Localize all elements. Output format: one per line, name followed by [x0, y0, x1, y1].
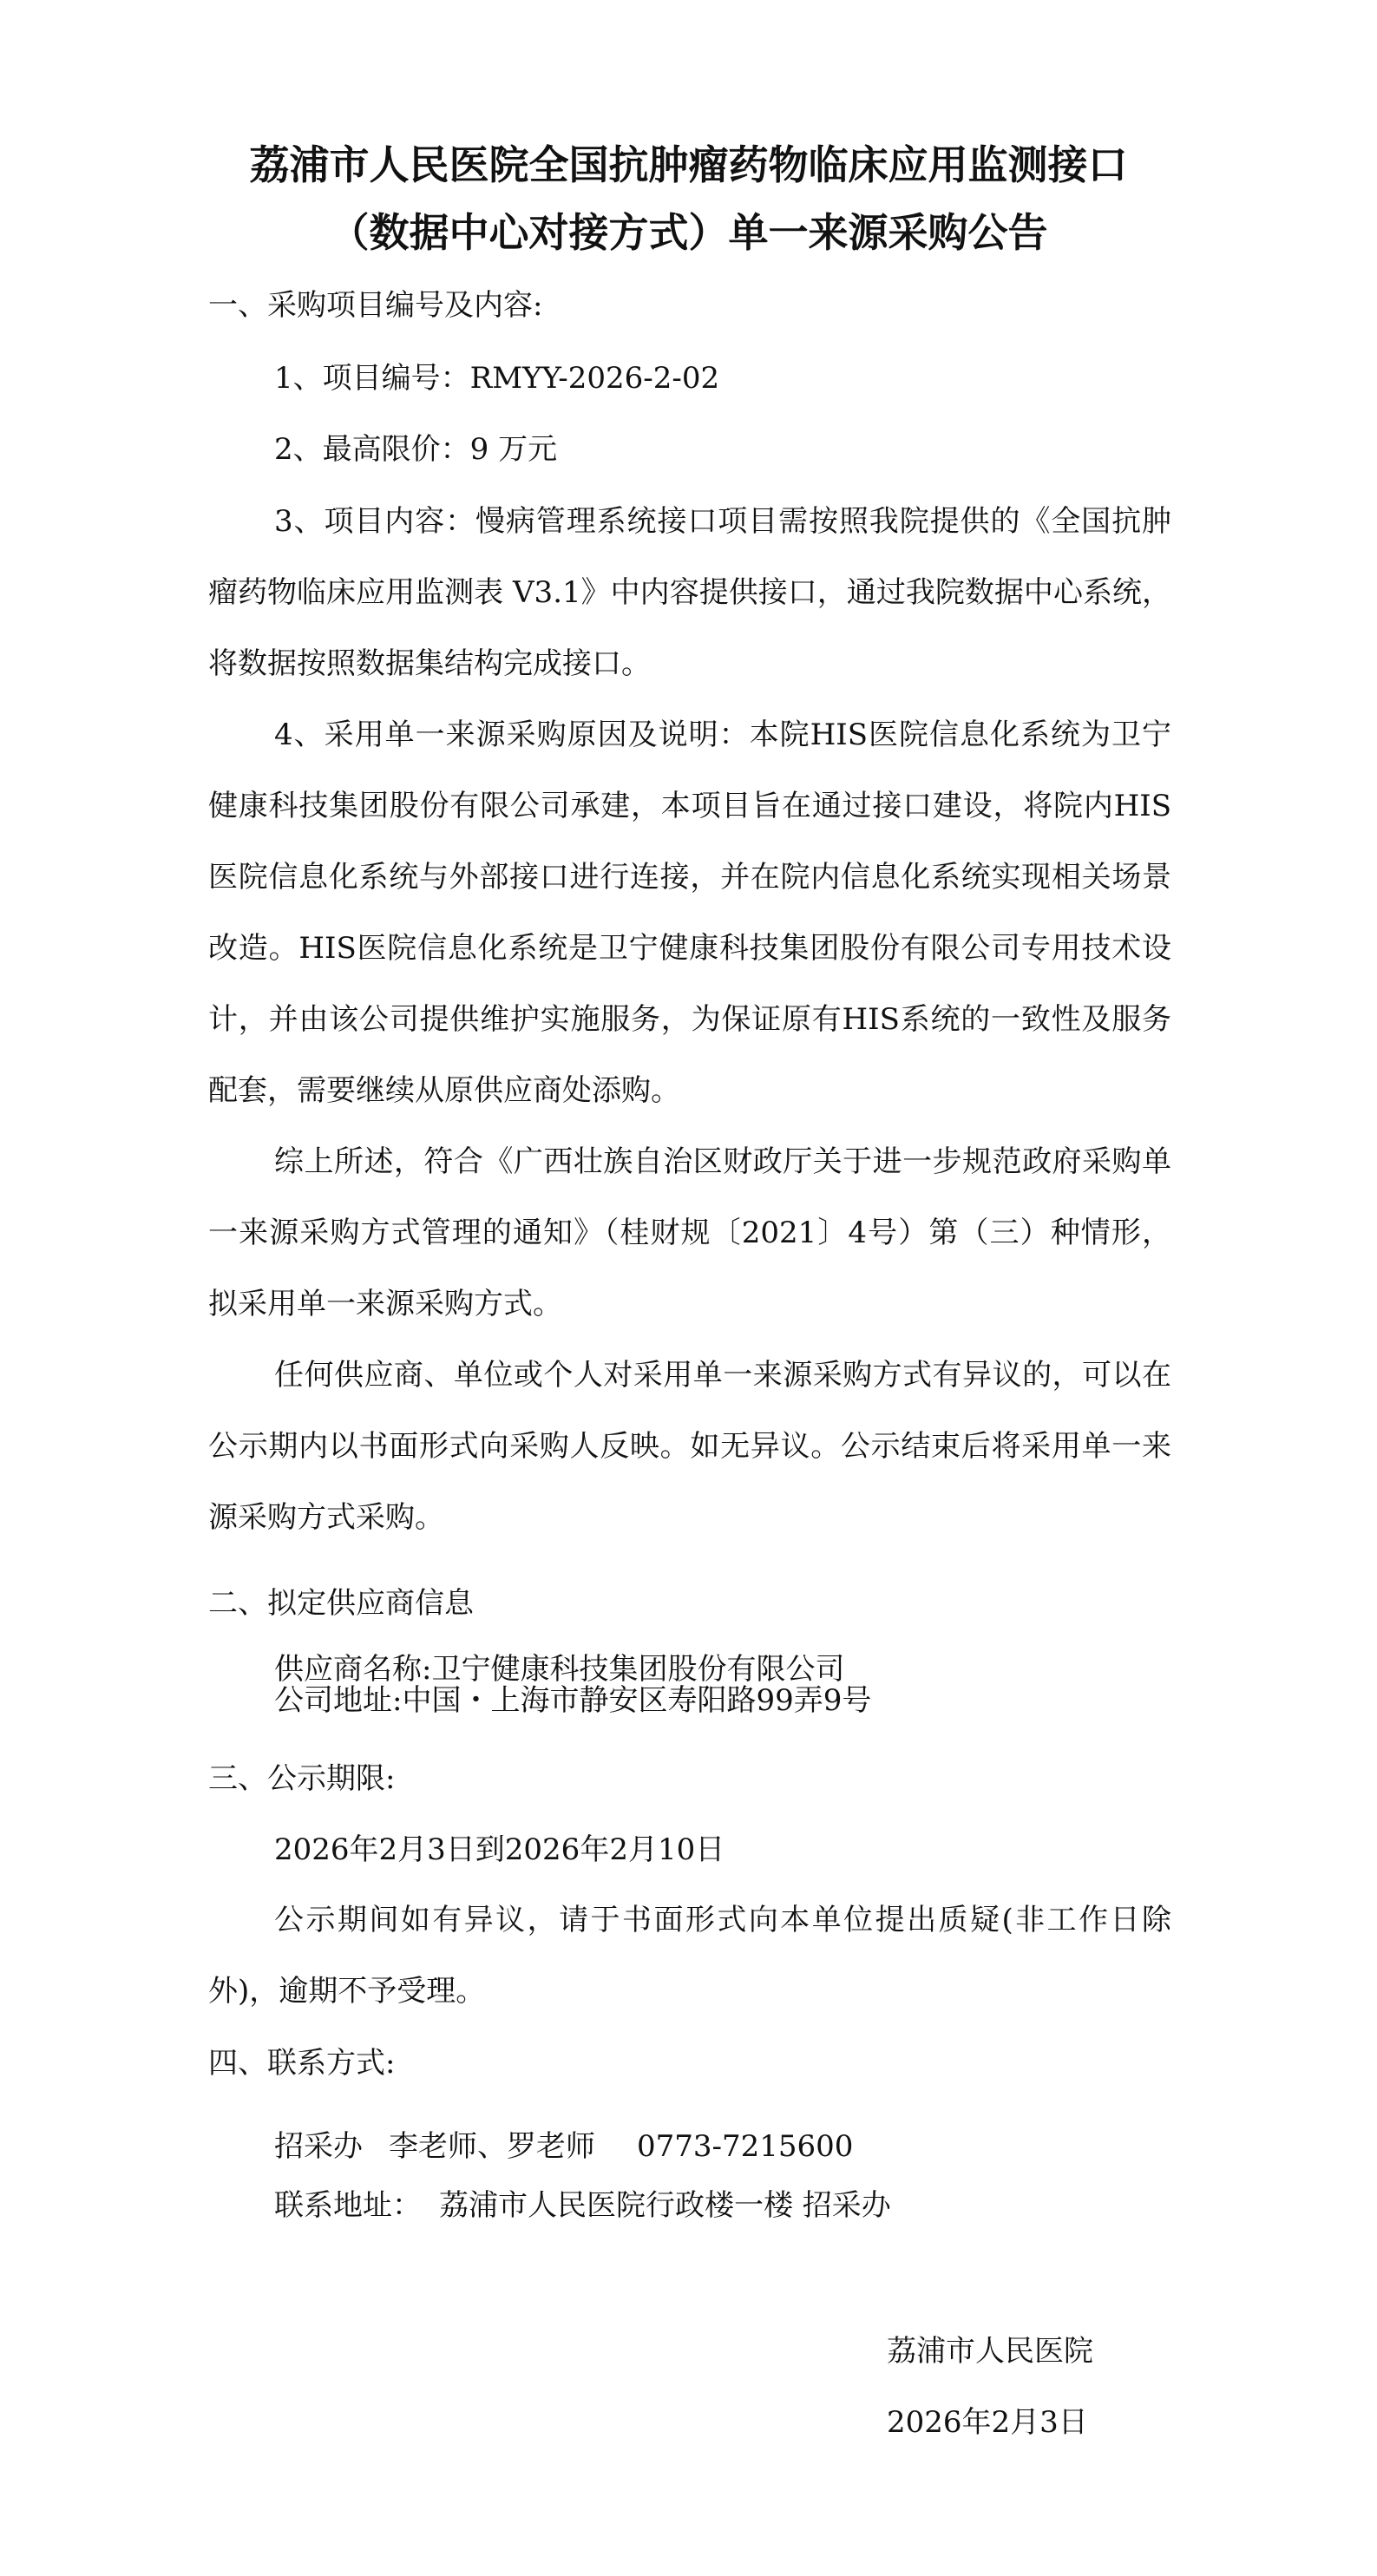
signature-date: 2026年2月3日	[887, 2405, 1088, 2440]
signature-org: 荔浦市人民医院	[887, 2334, 1093, 2369]
project-content: 3、项目内容：慢病管理系统接口项目需按照我院提供的《全国抗肿瘤药物临床应用监测表 V3.1》中内容提供接口，通过我院数据中心系统，将数据按照数据集结构完成接口。	[208, 504, 1171, 681]
single-source-reason: 4、采用单一来源采购原因及说明：本院HIS医院信息化系统为卫宁健康科技集团股份有限公司承建，本项目旨在通过接口建设，将院内HIS医院信息化系统与外部接口进行连接，并在院内信息化系统实现相关场景改造。HIS医院信息化系统是卫宁健康科技集团股份有限公司专用技术设计，并由该公司提供维护实施服务，为保证原有HIS系统的一致性及服务配套，需要继续从原供应商处添购。	[208, 718, 1171, 1108]
section-3-heading: 三、公示期限:	[208, 1761, 396, 1796]
supplier-name: 供应商名称:卫宁健康科技集团股份有限公司	[274, 1652, 845, 1687]
summary-paragraph: 综上所述，符合《广西壮族自治区财政厅关于进一步规范政府采购单一来源采购方式管理的通知》（桂财规〔2021〕4号）第（三）种情形，拟采用单一来源采购方式。	[208, 1144, 1171, 1321]
project-number: 1、项目编号：RMYY-2026-2-02	[274, 361, 720, 396]
contact-address-label: 联系地址：	[274, 2188, 422, 2223]
supplier-address: 公司地址:中国・上海市静安区寿阳路99弄9号	[274, 1683, 872, 1718]
section-4-heading: 四、联系方式:	[208, 2046, 396, 2081]
contact-phone: 0773-7215600	[637, 2129, 854, 2164]
publicity-note: 公示期间如有异议，请于书面形式向本单位提出质疑(非工作日除外)，逾期不予受理。	[208, 1903, 1171, 2009]
document-title-line-2: （数据中心对接方式）单一来源采购公告	[329, 209, 1048, 256]
contact-line	[274, 2127, 853, 2166]
contact-office: 招采办	[274, 2129, 363, 2164]
contact-address-line	[274, 2186, 891, 2225]
document-title-line-1: 荔浦市人民医院全国抗肿瘤药物临床应用监测接口	[249, 141, 1128, 188]
contact-address: 荔浦市人民医院行政楼一楼 招采办	[439, 2188, 891, 2223]
publicity-period: 2026年2月3日到2026年2月10日	[274, 1832, 725, 1867]
price-limit: 2、最高限价：9 万元	[274, 432, 558, 467]
objection-paragraph: 任何供应商、单位或个人对采用单一来源采购方式有异议的，可以在公示期内以书面形式向采购人反映。如无异议。公示结束后将采用单一来源采购方式采购。	[208, 1358, 1171, 1535]
section-2-heading: 二、拟定供应商信息	[208, 1586, 474, 1621]
section-1-heading: 一、采购项目编号及内容:	[208, 288, 543, 323]
contact-persons: 李老师、罗老师	[389, 2129, 595, 2164]
